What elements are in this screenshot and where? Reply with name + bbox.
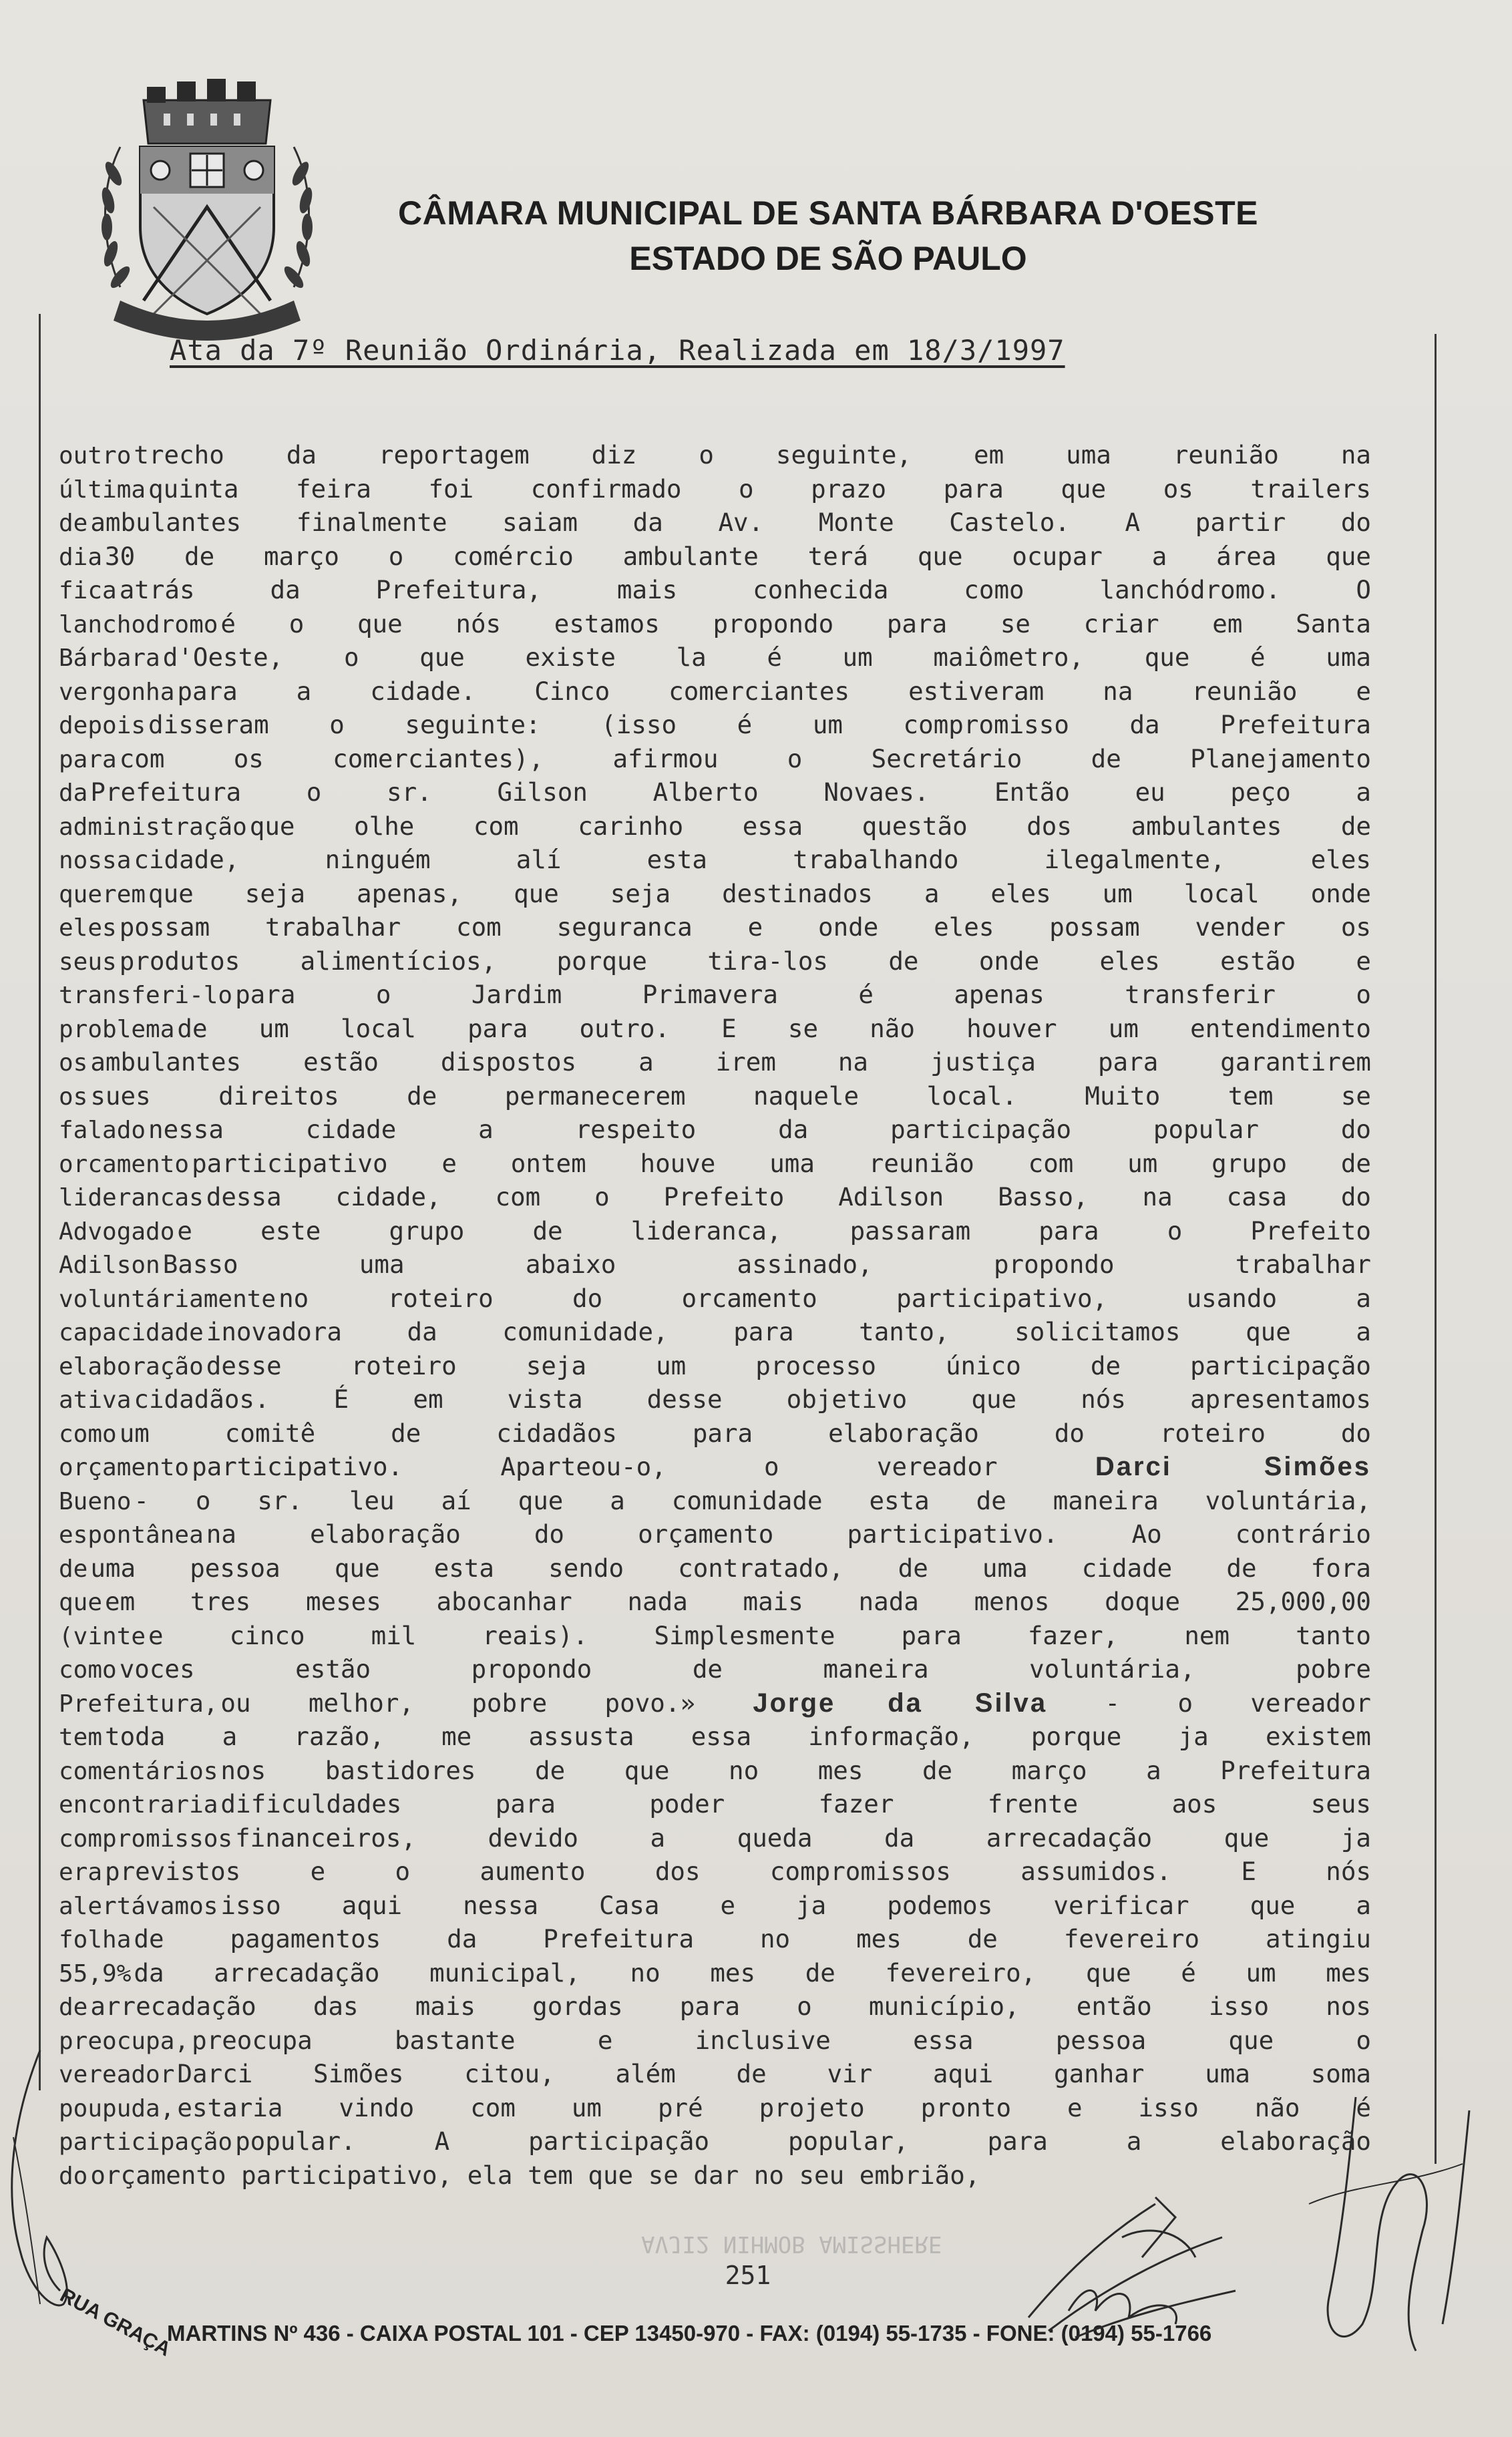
line-text: para o Jardim Primavera é apenas transferir o xyxy=(235,980,1371,1009)
text-line xyxy=(59,1345,1371,1379)
letterhead xyxy=(361,194,1296,278)
line-start-word: liderancas xyxy=(59,1184,204,1211)
text-line xyxy=(59,1817,1371,1851)
text-line xyxy=(59,1682,1371,1716)
line-start-word: (vinte xyxy=(59,1622,146,1650)
line-start-word: capacidade xyxy=(59,1319,204,1346)
line-text: atrás da Prefeitura, mais conhecida como lanchódromo. O xyxy=(119,575,1371,604)
line-start-word: tem xyxy=(59,1724,103,1751)
line-text: financeiros, devido a queda da arrecadação que ja xyxy=(235,1823,1371,1853)
line-start-word: comentários xyxy=(59,1757,218,1785)
line-start-word: que xyxy=(59,1589,103,1616)
text-line xyxy=(59,2120,1371,2154)
line-text: arrecadação das mais gordas para o município, então isso nos xyxy=(90,1992,1371,2021)
line-start-word: de xyxy=(59,1994,88,2021)
line-text: é o que nós estamos propondo para se criar em Santa xyxy=(220,608,1371,638)
line-start-word: Adilson xyxy=(59,1252,160,1279)
line-text: inovadora da comunidade, para tanto, solicitamos que a xyxy=(206,1317,1371,1346)
left-margin-rule xyxy=(39,314,41,2090)
text-line xyxy=(59,1210,1371,1244)
page-number: 251 xyxy=(725,2261,771,2290)
line-text: com os comerciantes), afirmou o Secretário de Planejamento xyxy=(119,743,1371,773)
text-line xyxy=(59,1513,1371,1547)
line-start-word: elaboração xyxy=(59,1352,204,1380)
text-line xyxy=(59,873,1371,907)
line-start-word: participação xyxy=(59,2128,233,2156)
line-text: preocupa bastante e inclusive essa pessoa que o xyxy=(192,2025,1371,2055)
text-line xyxy=(59,805,1371,839)
line-text: e cinco mil reais). Simplesmente para fazer, nem tanto xyxy=(148,1620,1371,1650)
line-text: possam trabalhar com seguranca e onde eles possam vender os xyxy=(119,912,1371,942)
line-start-word: poupuda, xyxy=(59,2094,175,2122)
text-line xyxy=(59,1143,1371,1177)
line-start-word: seus xyxy=(59,948,117,976)
text-line xyxy=(59,636,1371,671)
line-text: no roteiro do orcamento participativo, usando a xyxy=(278,1283,1371,1313)
text-line xyxy=(59,2020,1371,2054)
line-text: quinta feira foi confirmado o prazo para que os trailers xyxy=(148,474,1371,504)
line-start-word: era xyxy=(59,1859,103,1886)
line-text: ambulantes finalmente saiam da Av. Monte Castelo. A partir do xyxy=(90,508,1371,537)
text-line xyxy=(59,771,1371,805)
line-text: participativo. Aparteou-o, o vereador Darci Simões xyxy=(192,1452,1371,1481)
line-start-word: outro xyxy=(59,442,132,470)
state-name: ESTADO DE SÃO PAULO xyxy=(629,240,1027,277)
line-start-word: como xyxy=(59,1656,117,1684)
line-start-word: como xyxy=(59,1420,117,1448)
text-line xyxy=(59,1446,1371,1480)
text-line xyxy=(59,1885,1371,1919)
text-line xyxy=(59,839,1371,873)
text-line xyxy=(59,502,1371,536)
line-text: toda a razão, me assusta essa informação, porque ja existem xyxy=(105,1722,1371,1751)
line-text: participativo e ontem houve uma reunião com um grupo de xyxy=(192,1148,1371,1178)
line-start-word: falado xyxy=(59,1117,146,1144)
text-line xyxy=(59,906,1371,940)
line-text: popular. A participação popular, para a elaboração xyxy=(235,2126,1371,2156)
text-line xyxy=(59,1278,1371,1312)
chamber-name: CÂMARA MUNICIPAL DE SANTA BÁRBARA D'OESTE xyxy=(398,194,1258,232)
line-text: que seja apenas, que seja destinados a eles um local onde xyxy=(148,878,1371,908)
text-line xyxy=(59,671,1371,705)
line-start-word: espontânea xyxy=(59,1521,204,1549)
text-line xyxy=(59,536,1371,570)
text-line xyxy=(59,1952,1371,1986)
line-text: na elaboração do orçamento participativo. Ao contrário xyxy=(206,1519,1371,1549)
line-text: sues direitos de permanecerem naquele local. Muito tem se xyxy=(90,1081,1371,1111)
line-start-word: fica xyxy=(59,577,117,604)
text-line xyxy=(59,603,1371,637)
line-start-word: para xyxy=(59,745,117,773)
speaker-name: Darci Simões xyxy=(1095,1452,1371,1481)
line-start-word: nossa xyxy=(59,847,132,874)
text-line xyxy=(59,1547,1371,1581)
line-start-word: de xyxy=(59,510,88,537)
line-start-word: administração xyxy=(59,813,247,841)
line-text: nos bastidores de que no mes de março a Prefeitura xyxy=(220,1755,1371,1785)
line-start-word: lanchodromo xyxy=(59,610,218,638)
line-start-word: alertávamos xyxy=(59,1892,218,1920)
minutes-body xyxy=(59,434,1371,2188)
text-line xyxy=(59,1648,1371,1682)
line-text: ou melhor, pobre povo.» Jorge da Silva - o vereador xyxy=(220,1688,1371,1718)
text-line xyxy=(59,940,1371,974)
text-line xyxy=(59,1008,1371,1042)
line-text: isso aqui nessa Casa e ja podemos verificar que a xyxy=(220,1890,1371,1920)
line-start-word: vereador xyxy=(59,2061,175,2088)
line-start-word: orcamento xyxy=(59,1150,190,1178)
line-text: da arrecadação municipal, no mes de fevereiro, que é um mes xyxy=(134,1957,1371,1988)
line-start-word: folha xyxy=(59,1926,132,1953)
line-text: em tres meses abocanhar nada mais nada menos doque 25,000,00 xyxy=(105,1587,1371,1616)
line-text: um comitê de cidadãos para elaboração do roteiro do xyxy=(119,1418,1371,1448)
show-through-stamp: AVJI2 NIHMOB AMISSHERE xyxy=(641,2231,942,2257)
line-text: nessa cidade a respeito da participação popular do xyxy=(148,1115,1371,1144)
footer-street: RUA GRAÇA xyxy=(56,2284,174,2361)
text-line xyxy=(59,1041,1371,1075)
line-start-word: da xyxy=(59,779,88,807)
text-line xyxy=(59,2087,1371,2121)
text-line xyxy=(59,569,1371,603)
line-text: dessa cidade, com o Prefeito Adilson Basso, na casa do xyxy=(206,1182,1371,1211)
text-line xyxy=(59,1783,1371,1817)
line-text: uma pessoa que esta sendo contratado, de uma cidade de fora xyxy=(90,1553,1371,1583)
text-line xyxy=(59,2053,1371,2087)
line-text: dificuldades para poder fazer frente aos seus xyxy=(220,1789,1371,1819)
text-line xyxy=(59,1413,1371,1447)
text-line xyxy=(59,2154,1371,2189)
line-start-word: preocupa, xyxy=(59,2027,190,2055)
line-text: Prefeitura o sr. Gilson Alberto Novaes. Então eu peço a xyxy=(90,777,1371,807)
text-line xyxy=(59,1075,1371,1109)
line-start-word: última xyxy=(59,476,146,504)
line-text: previstos e o aumento dos compromissos assumidos. E nós xyxy=(105,1857,1371,1886)
line-start-word: 55,9% xyxy=(59,1959,132,1988)
text-line xyxy=(59,1918,1371,1952)
minutes-title: Ata da 7º Reunião Ordinária, Realizada em 18/3/1997 xyxy=(170,334,1065,367)
line-start-word: de xyxy=(59,1555,88,1583)
line-text: orçamento participativo, ela tem que se dar no seu embrião, xyxy=(90,2160,980,2190)
line-text: 30 de março o comércio ambulante terá que ocupar a área que xyxy=(105,541,1371,571)
speaker-name: Jorge da Silva xyxy=(753,1688,1048,1718)
line-text: ambulantes estão dispostos a irem na justiça para garantirem xyxy=(90,1047,1371,1077)
line-start-word: encontraria xyxy=(59,1791,218,1819)
line-start-word: Prefeitura, xyxy=(59,1690,218,1718)
line-start-word: os xyxy=(59,1083,88,1111)
right-margin-rule xyxy=(1435,334,1437,2164)
line-start-word: Bueno xyxy=(59,1487,132,1515)
line-text: que olhe com carinho essa questão dos ambulantes de xyxy=(249,811,1371,841)
line-start-word: os xyxy=(59,1049,88,1077)
text-line xyxy=(59,468,1371,502)
line-start-word: vergonha xyxy=(59,678,175,706)
coat-of-arms-icon xyxy=(93,73,321,341)
line-text: trecho da reportagem diz o seguinte, em uma reunião na xyxy=(134,440,1371,470)
text-line xyxy=(59,1311,1371,1345)
line-start-word: dia xyxy=(59,543,103,571)
line-start-word: eles xyxy=(59,914,117,942)
line-text: voces estão propondo de maneira voluntária, pobre xyxy=(119,1654,1371,1684)
line-start-word: querem xyxy=(59,880,146,908)
line-start-word: transferi-lo xyxy=(59,982,233,1009)
line-text: produtos alimentícios, porque tira-los de onde eles estão e xyxy=(119,946,1371,976)
text-line xyxy=(59,974,1371,1008)
text-line xyxy=(59,1750,1371,1784)
line-text: cidadãos. É em vista desse objetivo que nós apresentamos xyxy=(134,1384,1371,1414)
line-start-word: Bárbara xyxy=(59,644,160,672)
line-start-word: problema xyxy=(59,1015,175,1043)
line-start-word: depois xyxy=(59,712,146,739)
text-line xyxy=(59,1176,1371,1210)
line-start-word: ativa xyxy=(59,1386,132,1414)
text-line xyxy=(59,1480,1371,1514)
line-start-word: compromissos xyxy=(59,1825,233,1853)
line-text: Darci Simões citou, além de vir aqui ganhar uma soma xyxy=(177,2059,1371,2088)
line-start-word: do xyxy=(59,2162,88,2190)
text-line xyxy=(59,704,1371,738)
line-text: estaria vindo com um pré projeto pronto e isso não é xyxy=(177,2092,1371,2122)
text-line xyxy=(59,1109,1371,1143)
line-start-word: voluntáriamente xyxy=(59,1285,276,1313)
line-text: de um local para outro. E se não houver um entendimento xyxy=(177,1013,1371,1043)
line-start-word: orçamento xyxy=(59,1454,190,1481)
line-text: - o sr. leu aí que a comunidade esta de maneira voluntária, xyxy=(134,1485,1371,1515)
line-text: de pagamentos da Prefeitura no mes de fevereiro atingiu xyxy=(134,1924,1371,1953)
line-start-word: Advogado xyxy=(59,1217,175,1246)
text-line xyxy=(59,738,1371,772)
text-line xyxy=(59,1244,1371,1278)
text-line xyxy=(59,1986,1371,2020)
line-text: cidade, ninguém alí esta trabalhando ilegalmente, eles xyxy=(134,845,1371,874)
line-text: e este grupo de lideranca, passaram para o Prefeito xyxy=(177,1215,1371,1246)
line-text: Basso uma abaixo assinado, propondo trabalhar xyxy=(162,1250,1371,1279)
line-text: d'Oeste, o que existe la é um maiômetro, que é uma xyxy=(162,642,1371,672)
text-line xyxy=(59,1851,1371,1885)
footer-address: MARTINS Nº 436 - CAIXA POSTAL 101 - CEP 13450-970 - FAX: (0194) 55-1735 - FONE: (0194) 55-1766 xyxy=(167,2321,1212,2346)
text-line xyxy=(59,1716,1371,1750)
text-line xyxy=(59,1581,1371,1615)
line-text: desse roteiro seja um processo único de participação xyxy=(206,1350,1371,1380)
line-text: para a cidade. Cinco comerciantes estiveram na reunião e xyxy=(177,676,1371,706)
text-line xyxy=(59,434,1371,468)
text-line xyxy=(59,1615,1371,1649)
text-line xyxy=(59,1378,1371,1413)
line-text: disseram o seguinte: (isso é um compromisso da Prefeitura xyxy=(148,710,1371,739)
